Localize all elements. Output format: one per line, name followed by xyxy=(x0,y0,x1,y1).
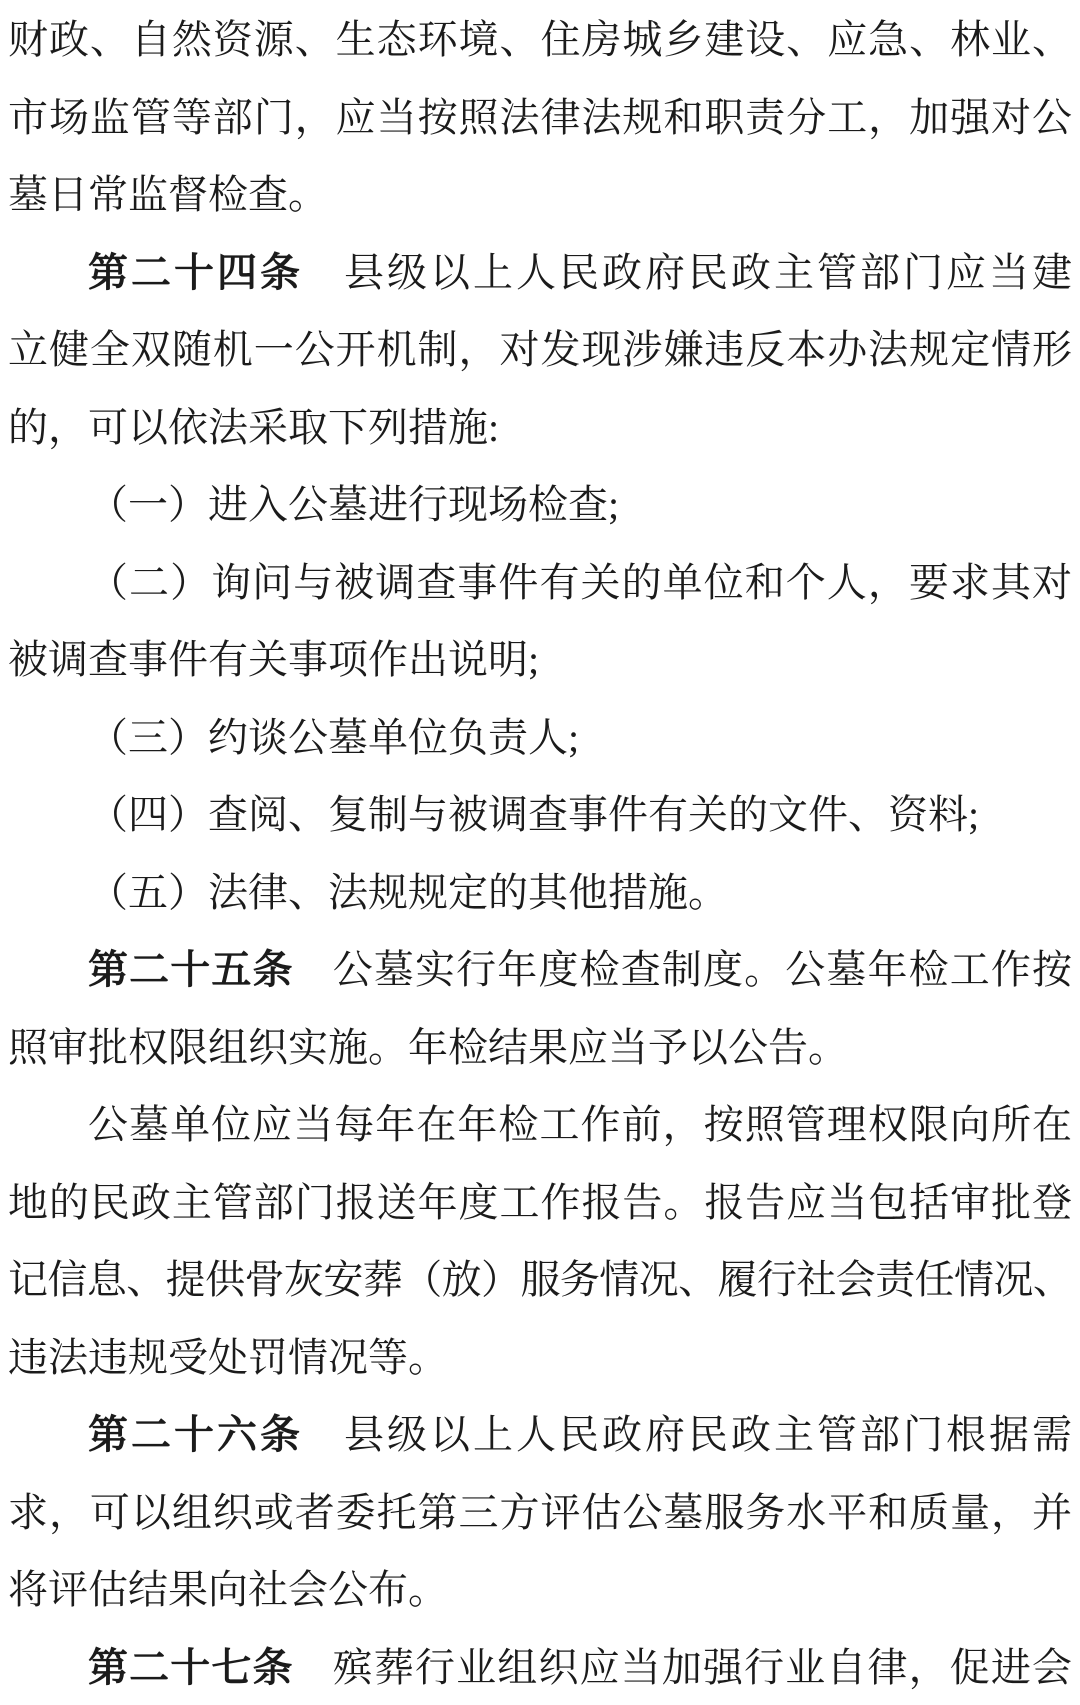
text-line xyxy=(8,234,1072,312)
text-line xyxy=(8,1551,1072,1629)
text-line xyxy=(8,1,1072,79)
line-text: 地的民政主管部门报送年度工作报告。报告应当包括审批登 xyxy=(8,1179,1072,1225)
line-text: 照审批权限组织实施。年检结果应当予以公告。 xyxy=(8,1024,848,1070)
text-line xyxy=(8,1009,1072,1087)
text-line xyxy=(8,311,1072,389)
text-line xyxy=(8,931,1072,1009)
document-body xyxy=(8,1,1072,1705)
line-text: （二）询问与被调查事件有关的单位和个人，要求其对 xyxy=(88,559,1072,605)
text-line xyxy=(8,854,1072,932)
line-text: 的，可以依法采取下列措施: xyxy=(8,404,500,450)
term-gap-spacer xyxy=(303,1447,341,1448)
line-text: （五）法律、法规规定的其他措施。 xyxy=(88,869,728,915)
line-text: 被调查事件有关事项作出说明; xyxy=(8,637,540,682)
text-line xyxy=(8,1629,1072,1705)
line-text: （一）进入公墓进行现场检查; xyxy=(88,482,620,527)
line-text: 市场监管等部门，应当按照法律法规和职责分工，加强对公 xyxy=(8,94,1072,140)
text-line xyxy=(8,621,1072,699)
text-line xyxy=(8,1474,1072,1552)
text-line xyxy=(8,776,1072,854)
article-number: 第二十六条 xyxy=(88,1413,303,1457)
text-line xyxy=(8,466,1072,544)
term-gap-spacer xyxy=(303,285,341,286)
text-line xyxy=(8,79,1072,157)
line-text: （四）查阅、复制与被调查事件有关的文件、资料; xyxy=(88,792,980,837)
line-text: 公墓单位应当每年在年检工作前，按照管理权限向所在 xyxy=(88,1102,1072,1147)
line-text: 殡葬行业组织应当加强行业自律，促进会 xyxy=(331,1644,1073,1690)
text-line xyxy=(8,1396,1072,1474)
text-line xyxy=(8,156,1072,234)
term-gap-spacer xyxy=(294,1680,332,1681)
line-text: 将评估结果向社会公布。 xyxy=(8,1567,448,1612)
line-text: 求，可以组织或者委托第三方评估公墓服务水平和质量，并 xyxy=(8,1489,1072,1535)
line-text: 县级以上人民政府民政主管部门根据需 xyxy=(341,1412,1072,1457)
line-text: 财政、自然资源、生态环境、住房城乡建设、应急、林业、 xyxy=(8,17,1072,62)
line-text: 违法违规受处罚情况等。 xyxy=(8,1334,448,1380)
article-number: 第二十五条 xyxy=(88,948,294,992)
line-text: 公墓实行年度检查制度。公墓年检工作按 xyxy=(331,947,1073,992)
line-text: 记信息、提供骨灰安葬（放）服务情况、履行社会责任情况、 xyxy=(8,1257,1072,1302)
term-gap-spacer xyxy=(294,982,332,983)
line-text: 立健全双随机一公开机制，对发现涉嫌违反本办法规定情形 xyxy=(8,327,1072,372)
article-number: 第二十七条 xyxy=(88,1645,294,1690)
text-line xyxy=(8,1164,1072,1242)
text-line xyxy=(8,389,1072,467)
line-text: 墓日常监督检查。 xyxy=(8,172,328,217)
line-text: （三）约谈公墓单位负责人; xyxy=(88,714,580,760)
article-number: 第二十四条 xyxy=(88,250,303,295)
text-line xyxy=(8,699,1072,777)
text-line xyxy=(8,1086,1072,1164)
line-text: 县级以上人民政府民政主管部门应当建 xyxy=(341,249,1072,295)
text-line xyxy=(8,1319,1072,1397)
text-line xyxy=(8,544,1072,622)
text-line xyxy=(8,1241,1072,1319)
